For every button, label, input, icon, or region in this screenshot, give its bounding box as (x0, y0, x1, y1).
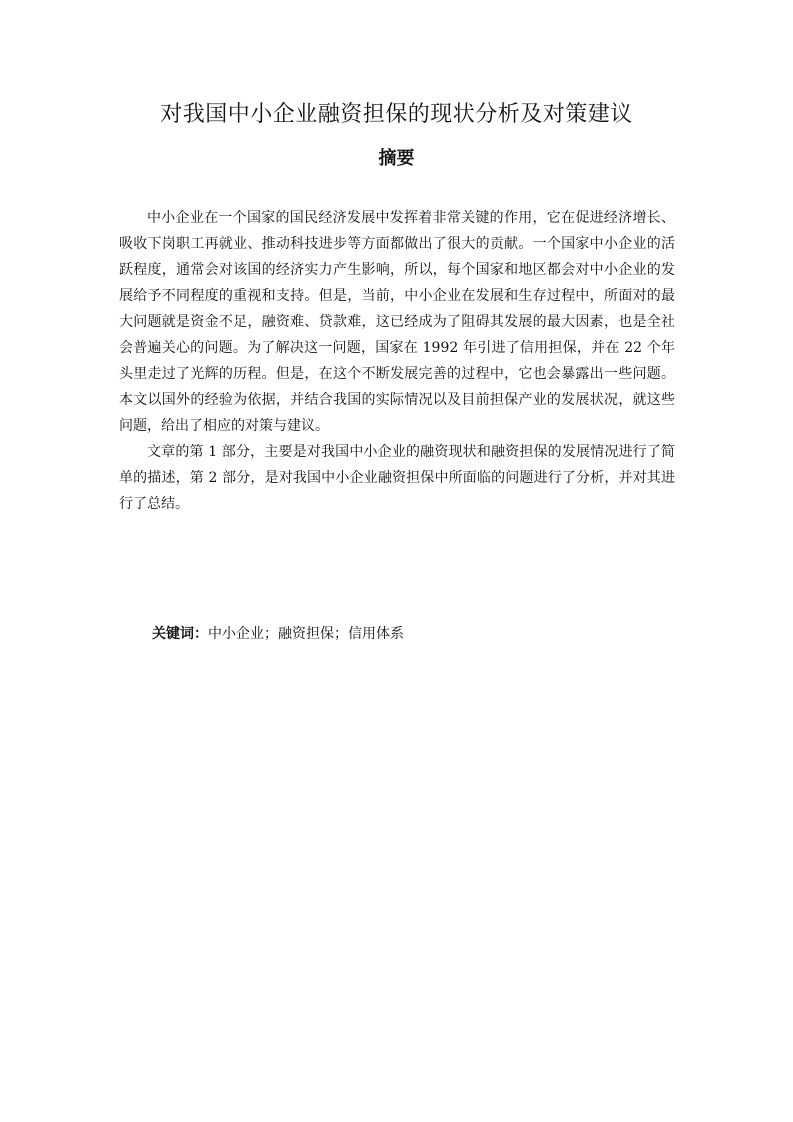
abstract-paragraph-1: 中小企业在一个国家的国民经济发展中发挥着非常关键的作用，它在促进经济增长、吸收下岗职工再就业、推动科技进步等方面都做出了很大的贡献。一个国家中小企业的活跃程度，通常会对该国的经济实力产生影响，所以，每个国家和地区都会对中小企业的发展给予不同程度的重视和支持。但是，当前，中小企业在发展和生存过程中，所面对的最大问题就是资金不足，融资难、贷款难，这已经成为了阻碍其发展的最大因素，也是全社会普遍关心的问题。为了解决这一问题，国家在 1992 年引进了信用担保，并在 22 个年头里走过了光辉的历程。但是，在这个不断发展完善的过程中，它也会暴露出一些问题。本文以国外的经验为依据，并结合我国的实际情况以及目前担保产业的发展状况，就这些问题，给出了相应的对策与建议。 (119, 210, 675, 434)
keywords-label: 关键词： (152, 626, 208, 642)
keywords-line (152, 621, 672, 647)
document-title: 对我国中小企业融资担保的现状分析及对策建议 (160, 102, 633, 127)
abstract-paragraph-2: 文章的第 1 部分，主要是对我国中小企业的融资现状和融资担保的发展情况进行了简单的描述，第 2 部分，是对我国中小企业融资担保中所面临的问题进行了分析，并对其进行了总结。 (119, 444, 675, 512)
keywords-value: 中小企业；融资担保；信用体系 (208, 626, 404, 642)
abstract-heading: 摘要 (378, 148, 415, 169)
abstract-body (119, 205, 675, 517)
